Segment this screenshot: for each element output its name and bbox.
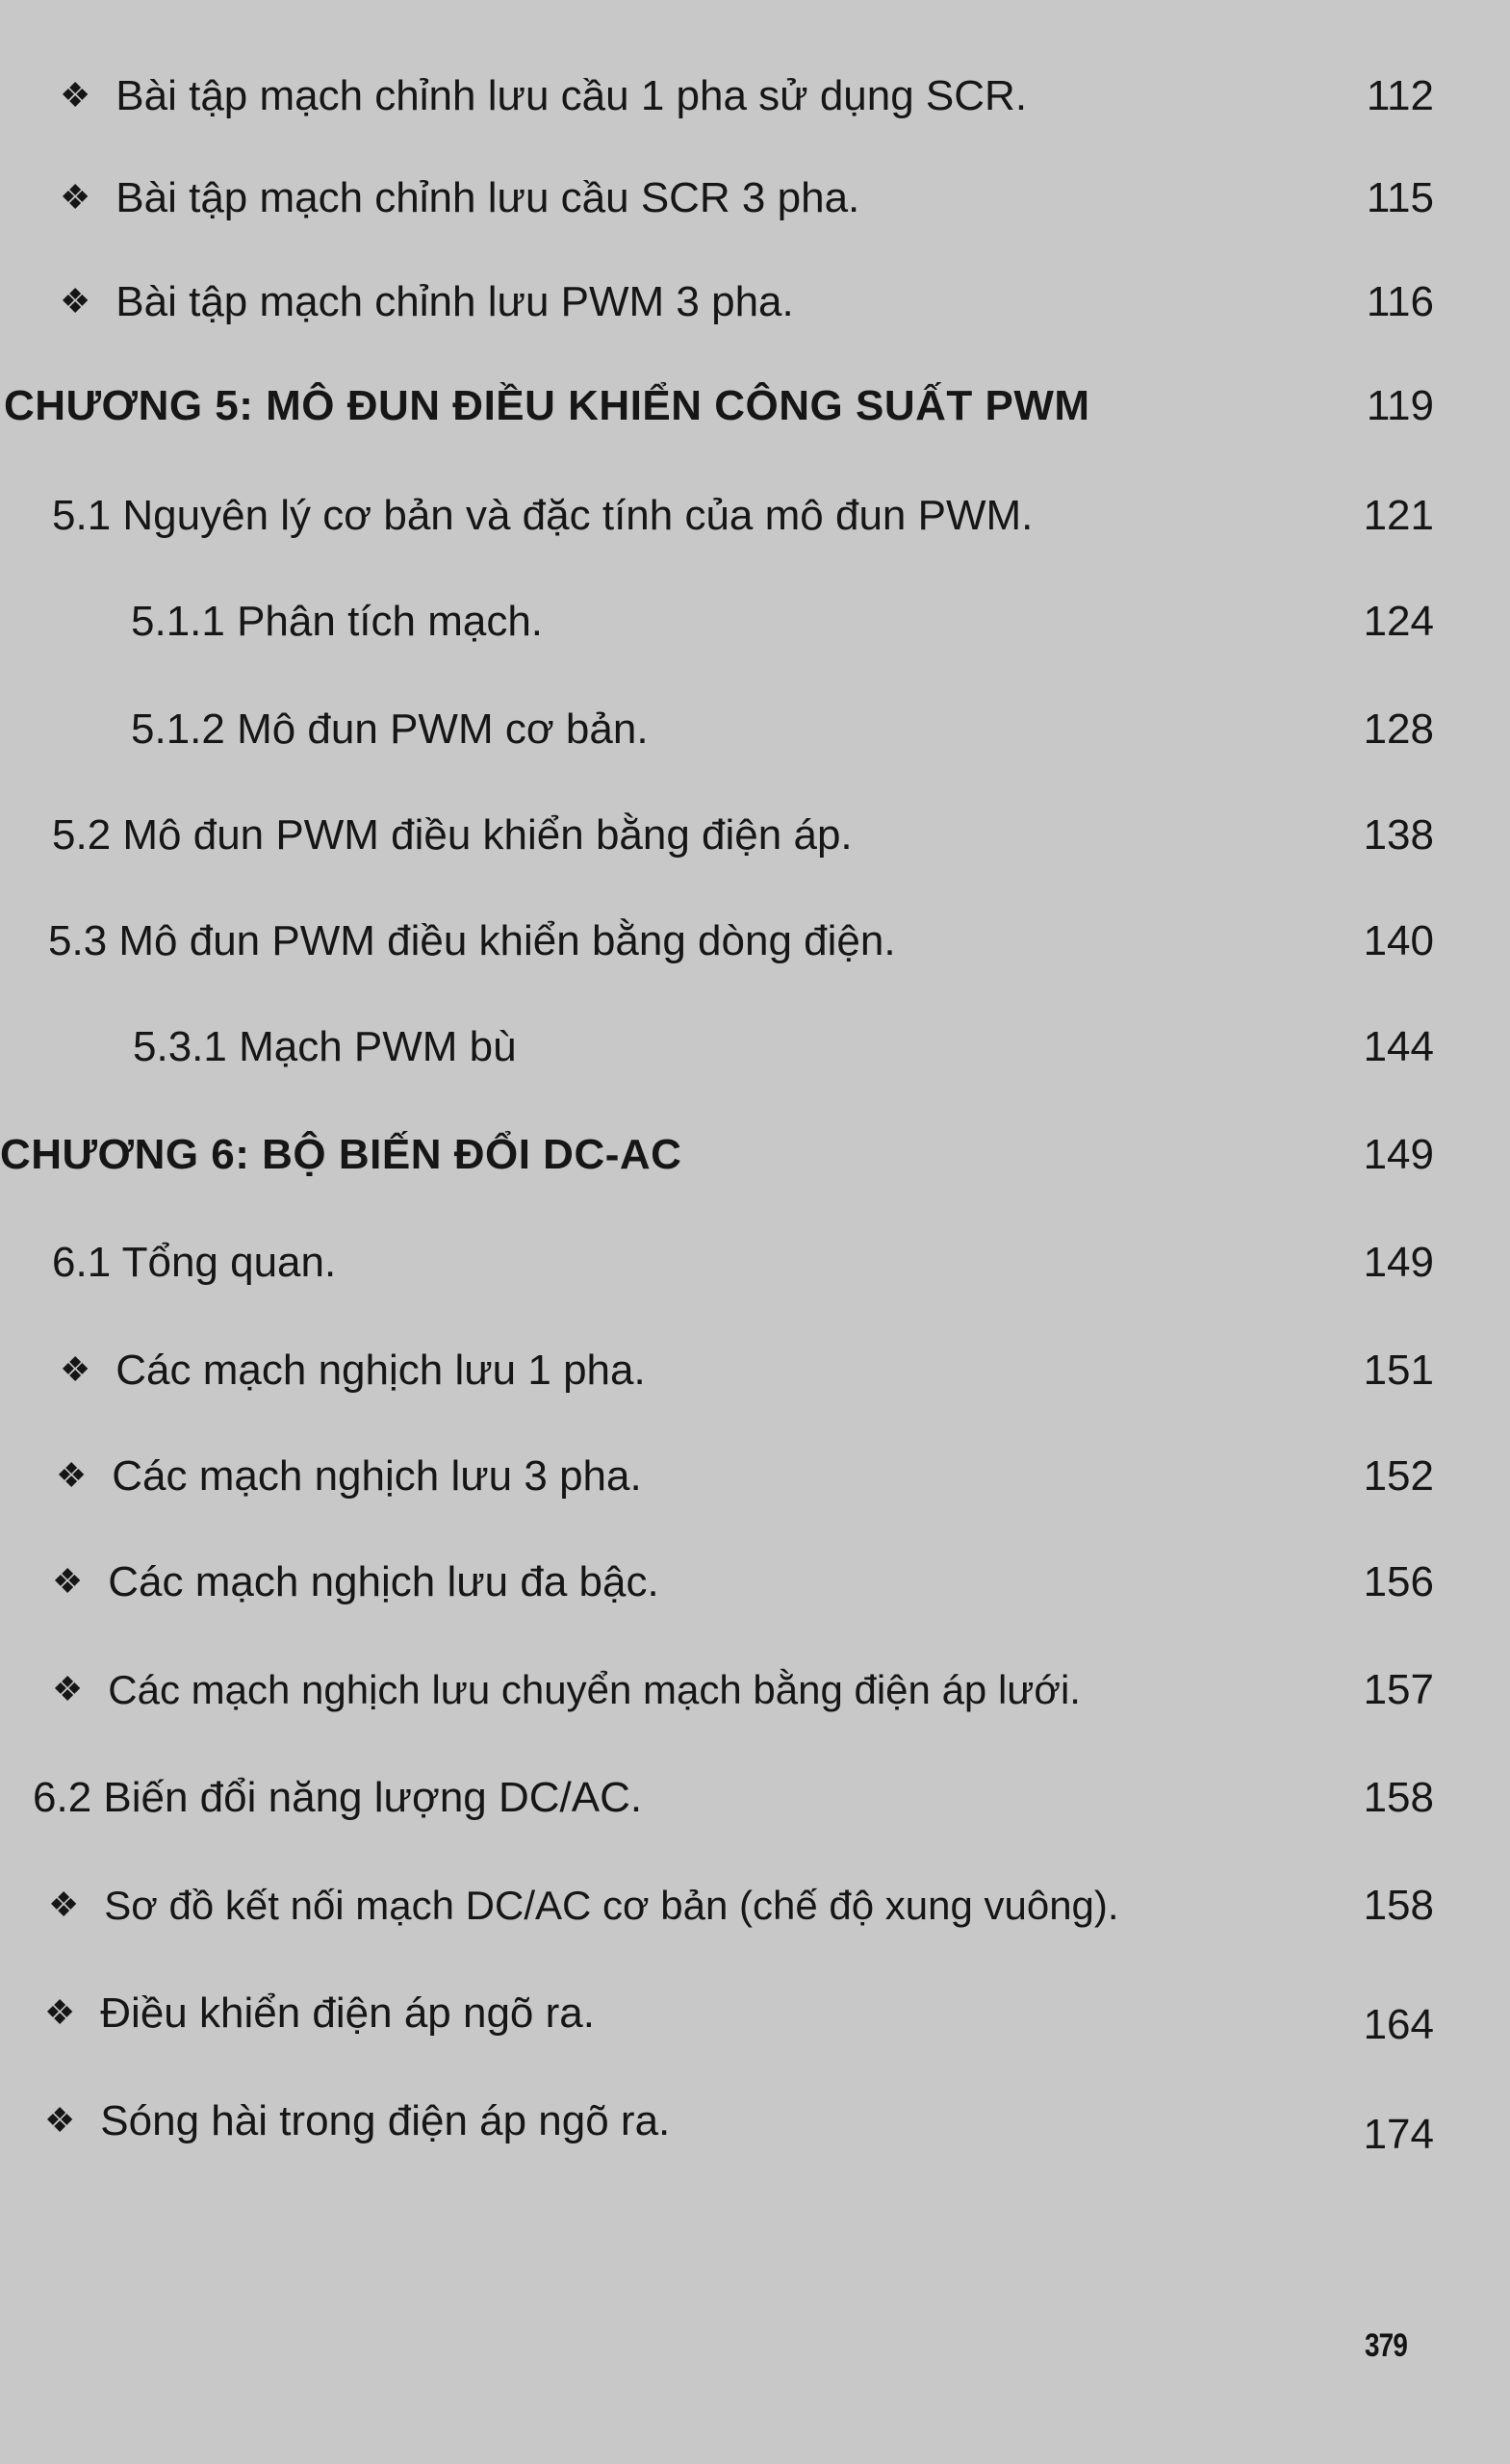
toc-entry-label bbox=[48, 1877, 1119, 1937]
toc-entry-text: CHƯƠNG 6: BỘ BIẾN ĐỔI DC-AC bbox=[0, 1131, 682, 1178]
toc-entry-page: 174 bbox=[1363, 2111, 1434, 2158]
toc-entry[interactable] bbox=[0, 1985, 1510, 2052]
toc-entry-page: 112 bbox=[1366, 72, 1434, 119]
toc-entry-text: Bài tập mạch chỉnh lưu cầu 1 pha sử dụng SCR. bbox=[115, 72, 1028, 119]
toc-entry-text: Bài tập mạch chỉnh lưu cầu SCR 3 pha. bbox=[115, 174, 860, 221]
toc-entry[interactable] bbox=[0, 912, 1510, 980]
toc-entry-page: 140 bbox=[1363, 917, 1434, 964]
toc-entry-text: 5.1 Nguyên lý cơ bản và đặc tính của mô đun PWM. bbox=[52, 492, 1034, 539]
toc-entry-page: 116 bbox=[1366, 278, 1434, 325]
toc-entry-text: 5.3.1 Mạch PWM bù bbox=[133, 1023, 517, 1070]
toc-entry[interactable] bbox=[0, 1342, 1510, 1409]
bullet-diamond-icon: ❖ bbox=[60, 177, 91, 217]
toc-entry-text: Các mạch nghịch lưu đa bậc. bbox=[108, 1558, 659, 1605]
toc-entry-label bbox=[60, 67, 1027, 127]
toc-entry[interactable] bbox=[0, 1234, 1510, 1301]
toc-entry[interactable] bbox=[0, 593, 1510, 660]
bullet-diamond-icon: ❖ bbox=[44, 1992, 76, 2032]
toc-entry-label bbox=[44, 1985, 595, 2044]
toc-entry-text: CHƯƠNG 5: MÔ ĐUN ĐIỀU KHIỂN CÔNG SUẤT PWM bbox=[4, 382, 1090, 429]
toc-entry-page: 149 bbox=[1363, 1131, 1434, 1178]
bullet-diamond-icon: ❖ bbox=[44, 2100, 76, 2140]
toc-entry[interactable] bbox=[0, 487, 1510, 554]
toc-entry-page: 158 bbox=[1363, 1882, 1434, 1929]
toc-entry-label bbox=[44, 2092, 670, 2152]
bullet-diamond-icon: ❖ bbox=[52, 1561, 84, 1601]
toc-entry[interactable] bbox=[0, 1769, 1510, 1836]
toc-entry-text: Sơ đồ kết nối mạch DC/AC cơ bản (chế độ xung vuông). bbox=[104, 1883, 1119, 1928]
toc-entry-page: 121 bbox=[1363, 492, 1434, 539]
toc-chapter-heading[interactable] bbox=[0, 377, 1510, 445]
toc-entry-page: 151 bbox=[1363, 1347, 1434, 1394]
toc-entry-text: Điều khiển điện áp ngõ ra. bbox=[100, 1989, 595, 2037]
toc-entry-label bbox=[60, 273, 794, 333]
bullet-diamond-icon: ❖ bbox=[60, 75, 91, 115]
toc-entry-page: 119 bbox=[1366, 382, 1434, 429]
toc-entry[interactable] bbox=[0, 1553, 1510, 1621]
toc-entry-page: 152 bbox=[1363, 1452, 1434, 1500]
toc-entry-page: 157 bbox=[1363, 1666, 1434, 1713]
toc-entry[interactable] bbox=[0, 1877, 1510, 1944]
toc-entry-page: 156 bbox=[1363, 1558, 1434, 1605]
bullet-diamond-icon: ❖ bbox=[48, 1885, 80, 1924]
toc-entry[interactable] bbox=[0, 807, 1510, 874]
toc-entry-page: 144 bbox=[1363, 1023, 1434, 1070]
toc-entry[interactable] bbox=[0, 1661, 1510, 1729]
toc-entry[interactable] bbox=[0, 67, 1510, 135]
toc-entry[interactable] bbox=[0, 2092, 1510, 2160]
toc-entry-text: 5.2 Mô đun PWM điều khiển bằng điện áp. bbox=[52, 811, 853, 859]
toc-entry-text: Các mạch nghịch lưu 1 pha. bbox=[115, 1347, 646, 1394]
bullet-diamond-icon: ❖ bbox=[52, 1669, 84, 1708]
toc-entry-page: 149 bbox=[1363, 1239, 1434, 1286]
toc-entry-text: Các mạch nghịch lưu 3 pha. bbox=[112, 1452, 642, 1500]
toc-entry-text: 5.3 Mô đun PWM điều khiển bằng dòng điện. bbox=[48, 917, 896, 964]
bullet-diamond-icon: ❖ bbox=[56, 1455, 88, 1495]
toc-entry-text: Các mạch nghịch lưu chuyển mạch bằng điện áp lưới. bbox=[108, 1667, 1081, 1712]
toc-entry-page: 115 bbox=[1366, 174, 1434, 221]
toc-chapter-heading[interactable] bbox=[0, 1126, 1510, 1194]
toc-entry-text: Bài tập mạch chỉnh lưu PWM 3 pha. bbox=[115, 278, 794, 325]
toc-entry-text: 5.1.1 Phân tích mạch. bbox=[131, 598, 544, 645]
toc-entry[interactable] bbox=[0, 701, 1510, 768]
toc-entry-page: 164 bbox=[1363, 2001, 1434, 2048]
toc-entry-page: 128 bbox=[1363, 706, 1434, 753]
toc-entry-label bbox=[56, 1448, 642, 1507]
toc-entry-text: 6.2 Biến đổi năng lượng DC/AC. bbox=[33, 1774, 643, 1821]
bullet-diamond-icon: ❖ bbox=[60, 281, 91, 321]
toc-entry[interactable] bbox=[0, 273, 1510, 341]
toc-entry[interactable] bbox=[0, 1018, 1510, 1086]
bullet-diamond-icon: ❖ bbox=[60, 1349, 91, 1389]
toc-entry-text: Sóng hài trong điện áp ngõ ra. bbox=[100, 2097, 671, 2144]
toc-entry-label bbox=[52, 1661, 1081, 1721]
toc-entry-label bbox=[52, 1553, 659, 1613]
toc-entry-page: 124 bbox=[1363, 598, 1434, 645]
toc-entry-page: 138 bbox=[1363, 811, 1434, 859]
toc-entry-page: 158 bbox=[1363, 1774, 1434, 1821]
toc-entry[interactable] bbox=[0, 169, 1510, 237]
toc-entry-label bbox=[60, 169, 859, 229]
toc-entry-label bbox=[60, 1342, 646, 1401]
page-number: 379 bbox=[1365, 2327, 1408, 2364]
toc-entry-text: 5.1.2 Mô đun PWM cơ bản. bbox=[131, 706, 649, 753]
toc-entry[interactable] bbox=[0, 1448, 1510, 1515]
toc-entry-text: 6.1 Tổng quan. bbox=[52, 1239, 337, 1286]
